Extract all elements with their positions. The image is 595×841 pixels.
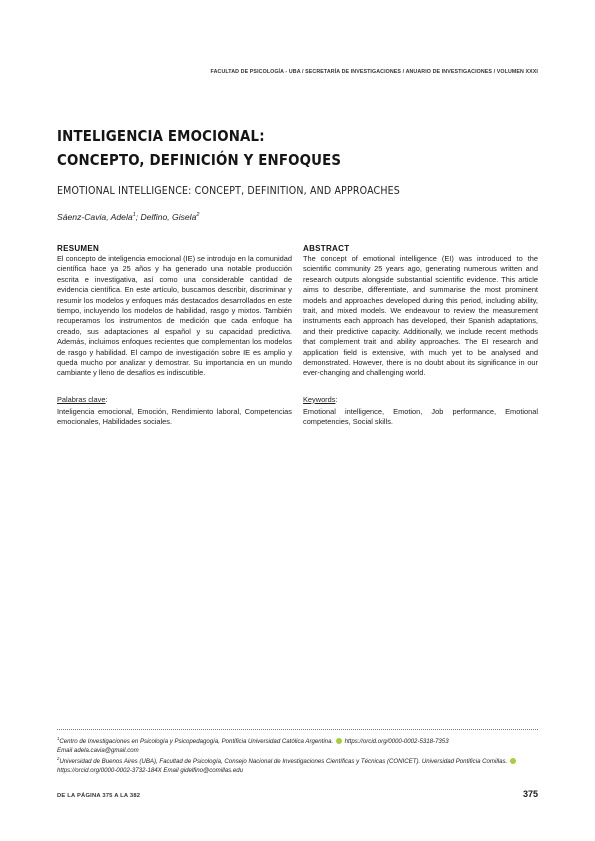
- author-list: [57, 212, 199, 222]
- keywords-colon: :: [105, 394, 108, 404]
- page-range: DE LA PÁGINA 375 A LA 382: [57, 793, 141, 799]
- palabras-clave-list: Inteligencia emocional, Emoción, Rendimiento laboral, Competencias emocionales, Habilidades sociales.: [57, 406, 292, 427]
- journal-header: FACULTAD DE PSICOLOGÍA - UBA / SECRETARÍA DE INVESTIGACIONES / ANUARIO DE INVESTIGACIONES / VOLUMEN XXXI: [210, 69, 538, 75]
- orcid-icon[interactable]: [510, 758, 516, 764]
- keywords-list: Emotional intelligence, Emotion, Job performance, Emotional competencies, Social skills.: [303, 406, 538, 427]
- resumen-body: El concepto de inteligencia emocional (IE) se introdujo en la comunidad científica hace ya 25 años y ha generado una notable producción escrita e investigativa, así como una considerable cantidad de evidencia científica. En este artículo, buscamos describir, discriminar y resumir los modelos y enfoques más destacados desarrollados en este tiempo, incluyendo los modelos de habilidad, rasgo y mixtos. También recuperamos los instrumentos de medición que cada enfoque ha creado, sus adaptaciones al español y su capacidad predictiva. Además, incluimos enfoques recientes que complementan los modelos de rasgo y habilidad. El campo de investigación sobre IE es amplio y queda mucho por analizar y demostrar. Su importancia en un mundo cambiante y lleno de desafíos es indiscutible.: [57, 254, 292, 378]
- footnote-mark: 2: [57, 756, 60, 762]
- footnotes: [57, 729, 538, 775]
- footnote-affiliation: Universidad de Buenos Aires (UBA), Facultad de Psicología, Consejo Nacional de Investigaciones Científicas y Técnicas (CONICET). Universidad Pontificia Comillas.: [59, 758, 508, 766]
- article-subtitle: EMOTIONAL INTELLIGENCE: CONCEPT, DEFINITION, AND APPROACHES: [57, 184, 400, 197]
- resumen-section: [57, 244, 292, 428]
- orcid-link[interactable]: https://orcid.org/0000-0002-5318-7353: [344, 738, 449, 746]
- author-name: Delfino, Gisela: [140, 212, 197, 222]
- article-title: [57, 124, 470, 172]
- keywords-colon: :: [335, 394, 338, 404]
- keywords-label: Keywords: [303, 394, 336, 404]
- author-affiliation-mark: 2: [196, 212, 200, 219]
- palabras-clave-label: Palabras clave: [57, 394, 106, 404]
- footnote-affiliation: Centro de Investigaciones en Psicología y Psicopedagogía, Pontificia Universidad Católica Argentina.: [59, 738, 334, 746]
- resumen-heading: RESUMEN: [57, 244, 100, 253]
- author-name: Sáenz-Cavia, Adela: [57, 212, 133, 222]
- abstract-body: The concept of emotional intelligence (EI) was introduced to the scientific community 25 years ago, generating numerous written and research outputs alongside substantial scientific evidence. This article aims to describe, differentiate, and summarise the most prominent models and approaches developed during this period, including ability, trait, and mixed models. We endeavour to review the measurement instruments each approach has developed, their Spanish adaptations, and their predictive capacity. Additionally, we include recent methods that complement trait and ability approaches. The EI research and application field is extensive, with much yet to be analysed and demonstrated. However, there is no doubt about its significance in our ever-changing and challenging world.: [303, 254, 538, 378]
- abstract-heading: ABSTRACT: [303, 244, 350, 253]
- footnote: [57, 735, 538, 755]
- footnote: [57, 755, 538, 775]
- page-number: 375: [522, 789, 538, 799]
- footnote-mark: 1: [57, 736, 60, 741]
- orcid-icon[interactable]: [336, 738, 342, 744]
- footnote-email[interactable]: Email gidelfino@comillas.edu: [163, 766, 244, 774]
- article-title-line-2: CONCEPTO, DEFINICIÓN Y ENFOQUES: [57, 151, 342, 169]
- abstract-section: [303, 244, 538, 428]
- author-affiliation-mark: 1: [132, 212, 136, 219]
- orcid-link[interactable]: https://orcid.org/0000-0002-3732-184X: [57, 766, 162, 774]
- author-separator: ;: [135, 212, 141, 222]
- article-title-line-1: INTELIGENCIA EMOCIONAL:: [57, 127, 265, 145]
- footnote-email[interactable]: Email adela.cavia@gmail.com: [57, 746, 139, 754]
